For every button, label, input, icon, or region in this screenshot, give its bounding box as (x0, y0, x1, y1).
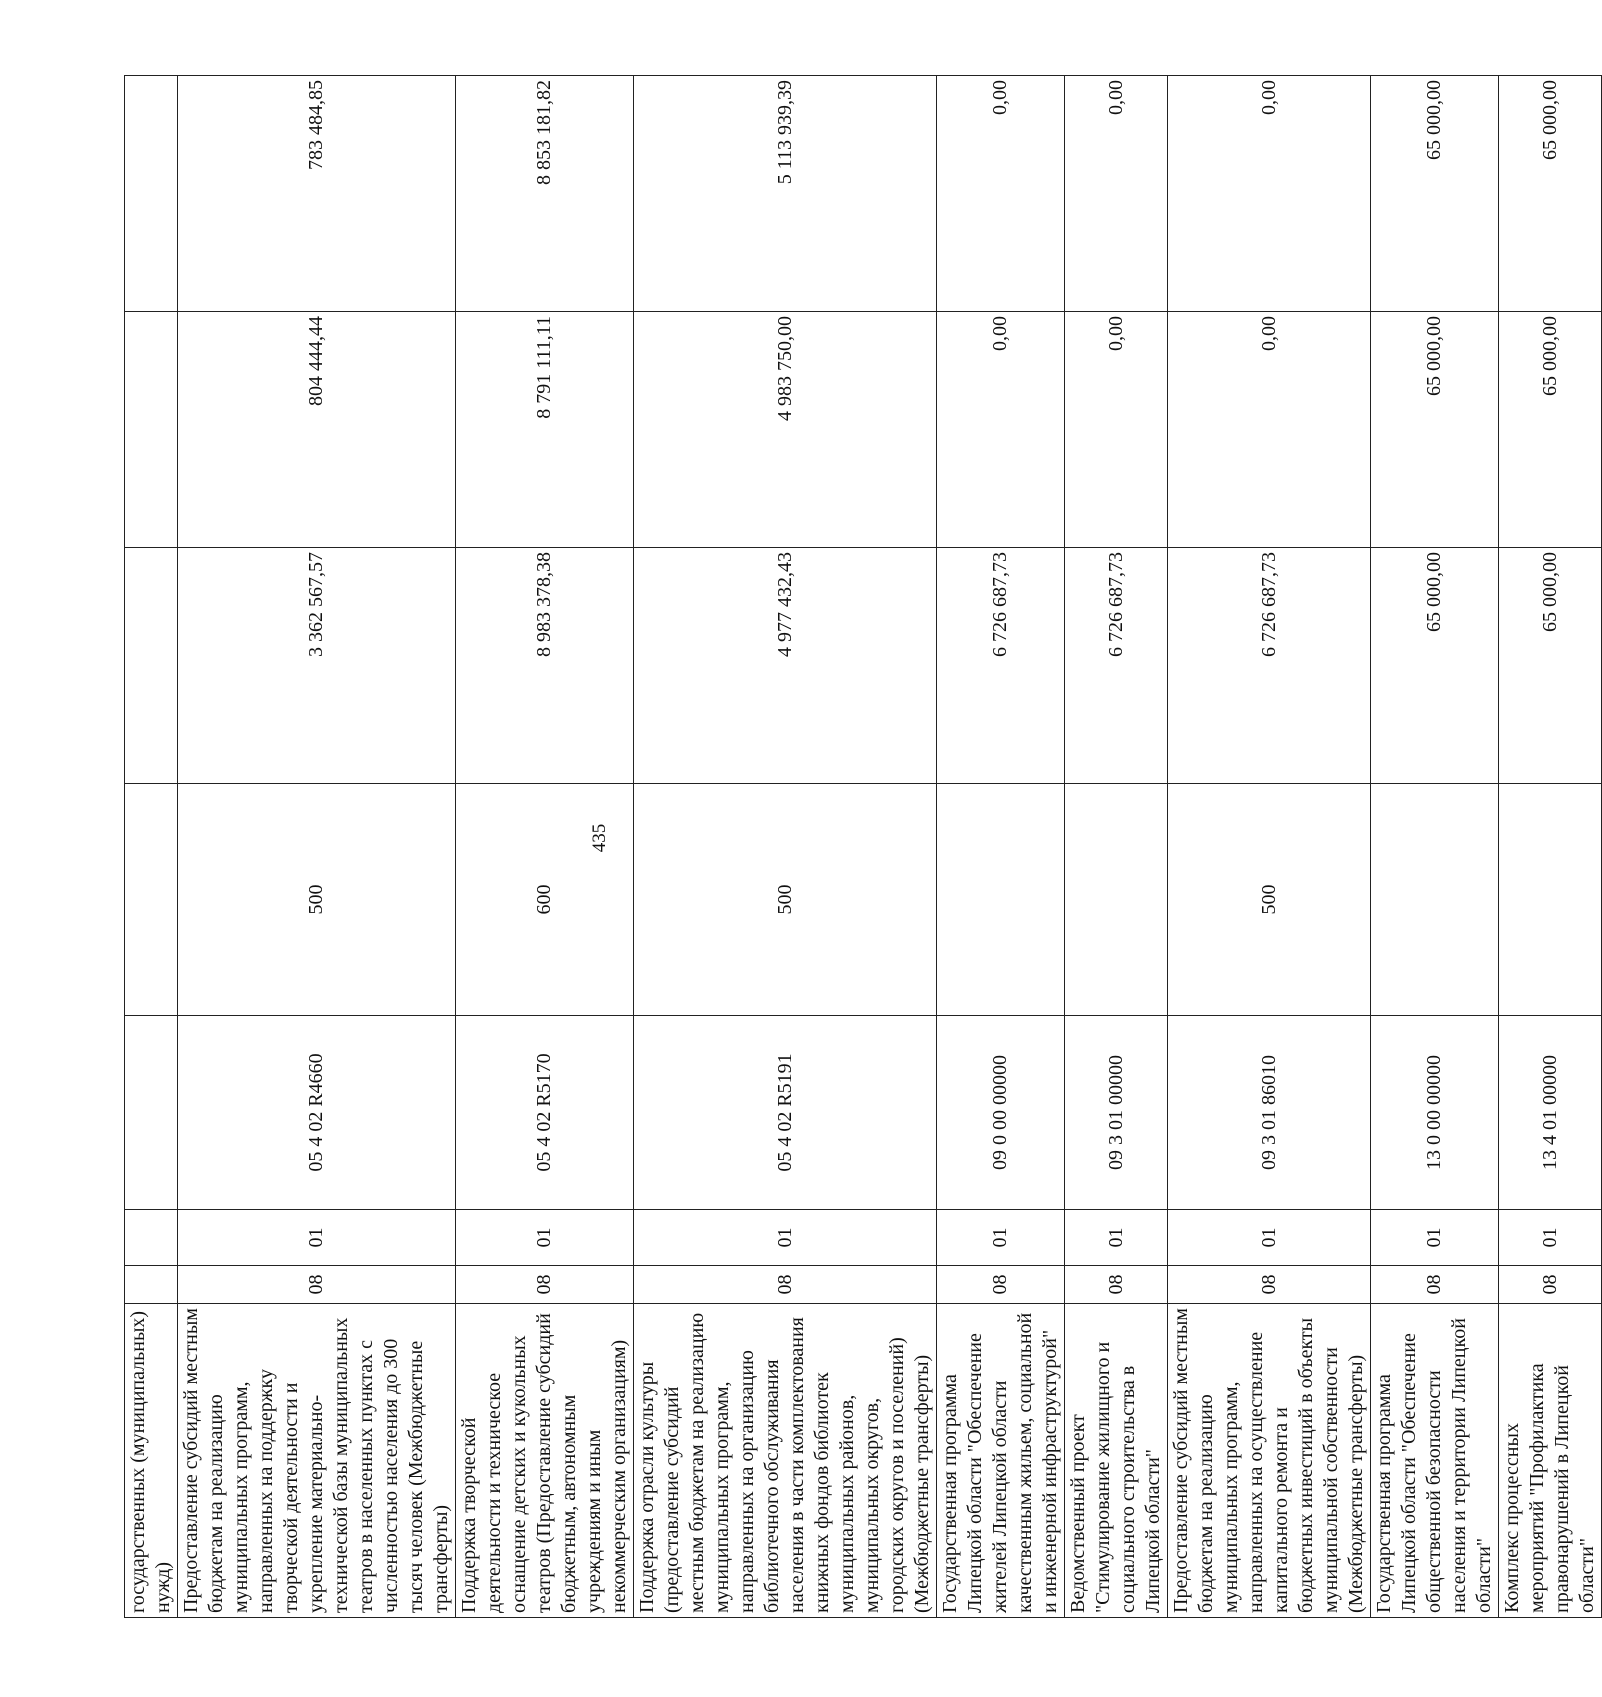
cell-ved: 08 (1065, 1266, 1168, 1304)
cell-csr: 05 4 02 R5191 (634, 1016, 937, 1210)
cell-name: Комплекс процессных мероприятий "Профилактика правонарушений в Липецкой области" (1499, 1304, 1602, 1618)
table-row (1065, 76, 1168, 1618)
cell-razdel: 01 (178, 1210, 456, 1266)
cell-sum2: 4 983 750,00 (634, 312, 937, 548)
table-row (1499, 76, 1602, 1618)
table-row (178, 76, 456, 1618)
cell-razdel: 01 (1168, 1210, 1371, 1266)
cell-vr (1371, 784, 1499, 1016)
cell-vr: 500 (634, 784, 937, 1016)
cell-vr (125, 784, 178, 1016)
cell-sum1: 6 726 687,73 (1168, 548, 1371, 784)
cell-csr: 05 4 02 R4660 (178, 1016, 456, 1210)
cell-vr (1065, 784, 1168, 1016)
cell-csr: 09 3 01 00000 (1065, 1016, 1168, 1210)
table-row (125, 76, 178, 1618)
cell-sum1: 3 362 567,57 (178, 548, 456, 784)
cell-csr: 13 4 01 00000 (1499, 1016, 1602, 1210)
cell-csr (125, 1016, 178, 1210)
cell-sum1: 6 726 687,73 (937, 548, 1065, 784)
page-number: 435 (589, 823, 610, 853)
cell-name: Поддержка творческой деятельности и техническое оснащение детских и кукольных театров (Предоставление субсидий бюджетным, автономным учреждениям и иным некоммерческим организациям) (456, 1304, 634, 1618)
cell-name: Государственная программа Липецкой области "Обеспечение общественной безопасности населения и территории Липецкой области" (1371, 1304, 1499, 1618)
cell-csr: 05 4 02 R5170 (456, 1016, 634, 1210)
cell-sum2: 804 444,44 (178, 312, 456, 548)
cell-name: государственных (муниципальных) нужд) (125, 1304, 178, 1618)
table-row (1168, 76, 1371, 1618)
table-row (456, 76, 634, 1618)
cell-name: Поддержка отрасли культуры (предоставление субсидий местным бюджетам на реализацию муниципальных программ, направленных на организацию библиотечного обслуживания населения в части комплектования книжных фондов библиотек муниципальных районов, муниципальных округов, городских округов и поселений) (Межбюджетные трансферты) (634, 1304, 937, 1618)
cell-csr: 09 0 00 00000 (937, 1016, 1065, 1210)
cell-sum2: 65 000,00 (1371, 312, 1499, 548)
cell-sum1: 65 000,00 (1499, 548, 1602, 784)
cell-vr: 500 (178, 784, 456, 1016)
cell-sum3: 8 853 181,82 (456, 76, 634, 312)
cell-ved: 08 (1499, 1266, 1602, 1304)
cell-sum3: 5 113 939,39 (634, 76, 937, 312)
table-row (937, 76, 1065, 1618)
cell-sum1 (125, 548, 178, 784)
cell-csr: 09 3 01 86010 (1168, 1016, 1371, 1210)
cell-sum2: 65 000,00 (1499, 312, 1602, 548)
cell-vr: 500 (1168, 784, 1371, 1016)
cell-sum1: 4 977 432,43 (634, 548, 937, 784)
cell-sum1: 6 726 687,73 (1065, 548, 1168, 784)
cell-ved: 08 (456, 1266, 634, 1304)
cell-sum3: 65 000,00 (1499, 76, 1602, 312)
cell-sum2 (125, 312, 178, 548)
cell-razdel: 01 (1371, 1210, 1499, 1266)
cell-sum1: 65 000,00 (1371, 548, 1499, 784)
cell-razdel: 01 (1499, 1210, 1602, 1266)
cell-sum1: 8 983 378,38 (456, 548, 634, 784)
cell-ved: 08 (1168, 1266, 1371, 1304)
cell-sum3: 65 000,00 (1371, 76, 1499, 312)
cell-razdel: 01 (456, 1210, 634, 1266)
rotated-table-container (124, 76, 1598, 1618)
cell-sum2: 8 791 111,11 (456, 312, 634, 548)
cell-razdel (125, 1210, 178, 1266)
cell-name: Государственная программа Липецкой области "Обеспечение жителей Липецкой области качественным жильем, социальной и инженерной инфраструктурой" (937, 1304, 1065, 1618)
cell-sum3 (125, 76, 178, 312)
cell-ved: 08 (634, 1266, 937, 1304)
cell-sum2: 0,00 (937, 312, 1065, 548)
cell-sum3: 0,00 (937, 76, 1065, 312)
cell-vr (937, 784, 1065, 1016)
cell-razdel: 01 (937, 1210, 1065, 1266)
budget-table (124, 75, 1602, 1618)
cell-sum3: 783 484,85 (178, 76, 456, 312)
cell-vr (1499, 784, 1602, 1016)
cell-vr: 600 (456, 784, 634, 1016)
cell-ved: 08 (1371, 1266, 1499, 1304)
cell-razdel: 01 (1065, 1210, 1168, 1266)
cell-razdel: 01 (634, 1210, 937, 1266)
cell-name: Ведомственный проект "Стимулирование жилищного и социального строительства в Липецкой области" (1065, 1304, 1168, 1618)
cell-name: Предоставление субсидий местным бюджетам на реализацию муниципальных программ, направленных на осуществление капитального ремонта и бюджетных инвестиций в объекты муниципальной собственности (Межбюджетные трансферты) (1168, 1304, 1371, 1618)
cell-sum2: 0,00 (1168, 312, 1371, 548)
table-row (634, 76, 937, 1618)
cell-sum3: 0,00 (1168, 76, 1371, 312)
cell-ved: 08 (937, 1266, 1065, 1304)
cell-sum3: 0,00 (1065, 76, 1168, 312)
cell-name: Предоставление субсидий местным бюджетам на реализацию муниципальных программ, направленных на поддержку творческой деятельности и укрепление материально-технической базы муниципальных театров в населенных пунктах с численностью населения до 300 тысяч человек (Межбюджетные трансферты) (178, 1304, 456, 1618)
cell-csr: 13 0 00 00000 (1371, 1016, 1499, 1210)
cell-ved: 08 (178, 1266, 456, 1304)
cell-ved (125, 1266, 178, 1304)
cell-sum2: 0,00 (1065, 312, 1168, 548)
table-row (1371, 76, 1499, 1618)
